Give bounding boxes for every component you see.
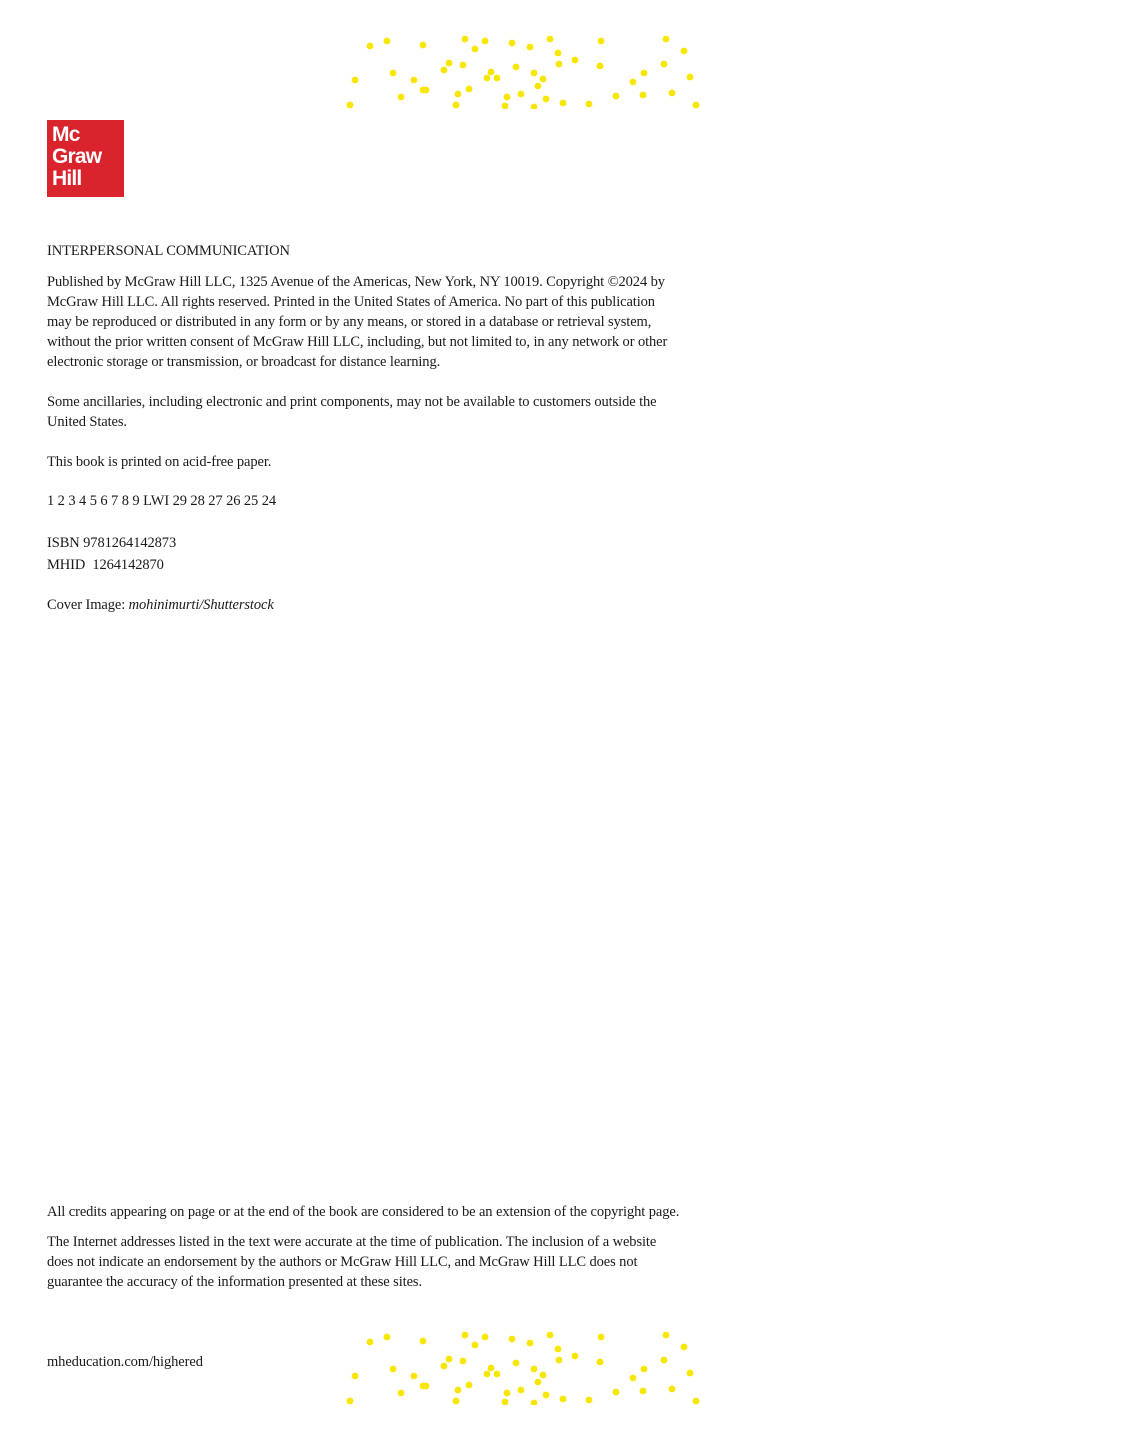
decorative-dot — [484, 1371, 491, 1378]
decorative-dot — [687, 1370, 694, 1377]
decorative-dot — [472, 1342, 479, 1349]
decorative-dot — [613, 1389, 620, 1396]
decorative-dot — [663, 1332, 670, 1339]
decorative-dot — [460, 62, 467, 69]
decorative-dot — [494, 75, 501, 82]
decorative-dot — [556, 1357, 563, 1364]
ancillaries-notice — [47, 392, 767, 432]
ancillaries-line: United States. — [47, 414, 127, 430]
acid-free-notice: This book is printed on acid-free paper. — [47, 454, 272, 470]
decorative-dot — [681, 1344, 688, 1351]
decorative-dot — [560, 100, 567, 107]
decorative-dot — [494, 1371, 501, 1378]
decorative-dot — [488, 1365, 495, 1372]
decorative-dot — [613, 93, 620, 100]
decorative-dot — [462, 36, 469, 43]
decorative-dot — [367, 1339, 374, 1346]
decorative-dot — [411, 77, 418, 84]
decorative-dot — [502, 1399, 509, 1405]
decorative-dot — [641, 70, 648, 77]
internet-line: does not indicate an endorsement by the authors or McGraw Hill LLC, and McGraw Hill LLC does not — [47, 1254, 638, 1270]
decorative-dot — [681, 48, 688, 55]
decorative-dot — [398, 94, 405, 101]
decorative-dot — [453, 1398, 460, 1405]
decorative-dot — [640, 1388, 647, 1395]
decorative-dot — [669, 90, 676, 97]
publication-line: McGraw Hill LLC. All rights reserved. Printed in the United States of America. No part of this publication — [47, 294, 655, 310]
publication-line: Published by McGraw Hill LLC, 1325 Avenue of the Americas, New York, NY 10019. Copyright ©2024 by — [47, 274, 665, 290]
decorative-dot — [531, 70, 538, 77]
decorative-dot — [693, 102, 700, 109]
dots-pattern-top — [346, 33, 700, 109]
decorative-dot — [466, 86, 473, 93]
publisher-website: mheducation.com/highered — [47, 1354, 203, 1370]
decorative-dot — [527, 1340, 534, 1347]
decorative-dot — [531, 1366, 538, 1373]
decorative-dot — [423, 87, 430, 94]
internet-line: guarantee the accuracy of the information presented at these sites. — [47, 1274, 422, 1290]
decorative-dots-bottom — [346, 1329, 700, 1405]
decorative-dot — [411, 1373, 418, 1380]
internet-disclaimer — [47, 1232, 767, 1292]
decorative-dot — [641, 1366, 648, 1373]
decorative-dot — [390, 70, 397, 77]
decorative-dot — [597, 63, 604, 70]
decorative-dot — [535, 83, 542, 90]
decorative-dot — [472, 46, 479, 53]
decorative-dot — [555, 50, 562, 57]
print-line: 1 2 3 4 5 6 7 8 9 LWI 29 28 27 26 25 24 — [47, 493, 277, 509]
decorative-dot — [661, 61, 668, 68]
publication-line: without the prior written consent of McGraw Hill LLC, including, but not limited to, in any network or other — [47, 334, 668, 350]
cover-label: Cover Image: — [47, 597, 129, 613]
decorative-dot — [669, 1386, 676, 1393]
decorative-dot — [640, 92, 647, 99]
decorative-dot — [462, 1332, 469, 1339]
decorative-dot — [420, 1338, 427, 1345]
decorative-dot — [586, 1397, 593, 1404]
decorative-dot — [488, 69, 495, 76]
credits-notice: All credits appearing on page or at the end of the book are considered to be an extension of the copyright page. — [47, 1204, 680, 1220]
decorative-dot — [661, 1357, 668, 1364]
decorative-dot — [597, 1359, 604, 1366]
decorative-dot — [420, 42, 427, 49]
decorative-dot — [460, 1358, 467, 1365]
decorative-dot — [455, 1387, 462, 1394]
decorative-dot — [555, 1346, 562, 1353]
decorative-dot — [572, 1353, 579, 1360]
decorative-dot — [630, 1375, 637, 1382]
decorative-dot — [630, 79, 637, 86]
publication-notice — [47, 272, 767, 372]
decorative-dot — [547, 36, 554, 43]
decorative-dot — [504, 1390, 511, 1397]
decorative-dot — [527, 44, 534, 51]
cover-image-credit — [47, 595, 274, 615]
decorative-dot — [540, 76, 547, 83]
decorative-dot — [453, 102, 460, 109]
decorative-dot — [390, 1366, 397, 1373]
decorative-dot — [531, 104, 538, 109]
publication-line: electronic storage or transmission, or broadcast for distance learning. — [47, 354, 441, 370]
decorative-dot — [531, 1400, 538, 1405]
decorative-dot — [509, 40, 516, 47]
decorative-dot — [352, 77, 359, 84]
decorative-dot — [543, 1392, 550, 1399]
decorative-dot — [398, 1390, 405, 1397]
decorative-dot — [347, 1398, 354, 1405]
decorative-dot — [509, 1336, 516, 1343]
decorative-dot — [598, 1334, 605, 1341]
decorative-dot — [598, 38, 605, 45]
decorative-dot — [572, 57, 579, 64]
decorative-dot — [484, 75, 491, 82]
decorative-dot — [502, 103, 509, 109]
decorative-dot — [518, 1387, 525, 1394]
decorative-dot — [482, 1334, 489, 1341]
decorative-dot — [423, 1383, 430, 1390]
decorative-dot — [441, 67, 448, 74]
decorative-dot — [455, 91, 462, 98]
isbn-block — [47, 532, 176, 576]
decorative-dot — [518, 91, 525, 98]
decorative-dot — [535, 1379, 542, 1386]
logo-line-1: Mc — [52, 123, 80, 146]
decorative-dot — [513, 1360, 520, 1367]
decorative-dot — [543, 96, 550, 103]
book-title: INTERPERSONAL COMMUNICATION — [47, 243, 290, 259]
decorative-dot — [560, 1396, 567, 1403]
decorative-dot — [441, 1363, 448, 1370]
ancillaries-line: Some ancillaries, including electronic and print components, may not be available to customers outside the — [47, 394, 657, 410]
mcgraw-hill-logo — [47, 120, 124, 197]
decorative-dot — [504, 94, 511, 101]
decorative-dot — [513, 64, 520, 71]
decorative-dot — [586, 101, 593, 108]
logo-line-3: Hill — [52, 167, 82, 190]
decorative-dot — [352, 1373, 359, 1380]
decorative-dot — [367, 43, 374, 50]
logo-line-2: Graw — [52, 145, 102, 168]
dots-pattern-bottom — [346, 1329, 700, 1405]
decorative-dots-top — [346, 33, 700, 109]
decorative-dot — [687, 74, 694, 81]
decorative-dot — [466, 1382, 473, 1389]
decorative-dot — [482, 38, 489, 45]
isbn: ISBN 9781264142873 — [47, 535, 177, 551]
decorative-dot — [540, 1372, 547, 1379]
decorative-dot — [446, 60, 453, 67]
mhid: MHID 1264142870 — [47, 557, 164, 573]
cover-credit: mohinimurti/Shutterstock — [128, 597, 274, 613]
internet-line: The Internet addresses listed in the text were accurate at the time of publication. The inclusion of a website — [47, 1234, 657, 1250]
decorative-dot — [384, 38, 391, 45]
decorative-dot — [384, 1334, 391, 1341]
decorative-dot — [663, 36, 670, 43]
decorative-dot — [446, 1356, 453, 1363]
publication-line: may be reproduced or distributed in any form or by any means, or stored in a database or retrieval system, — [47, 314, 652, 330]
decorative-dot — [347, 102, 354, 109]
decorative-dot — [556, 61, 563, 68]
decorative-dot — [547, 1332, 554, 1339]
decorative-dot — [693, 1398, 700, 1405]
